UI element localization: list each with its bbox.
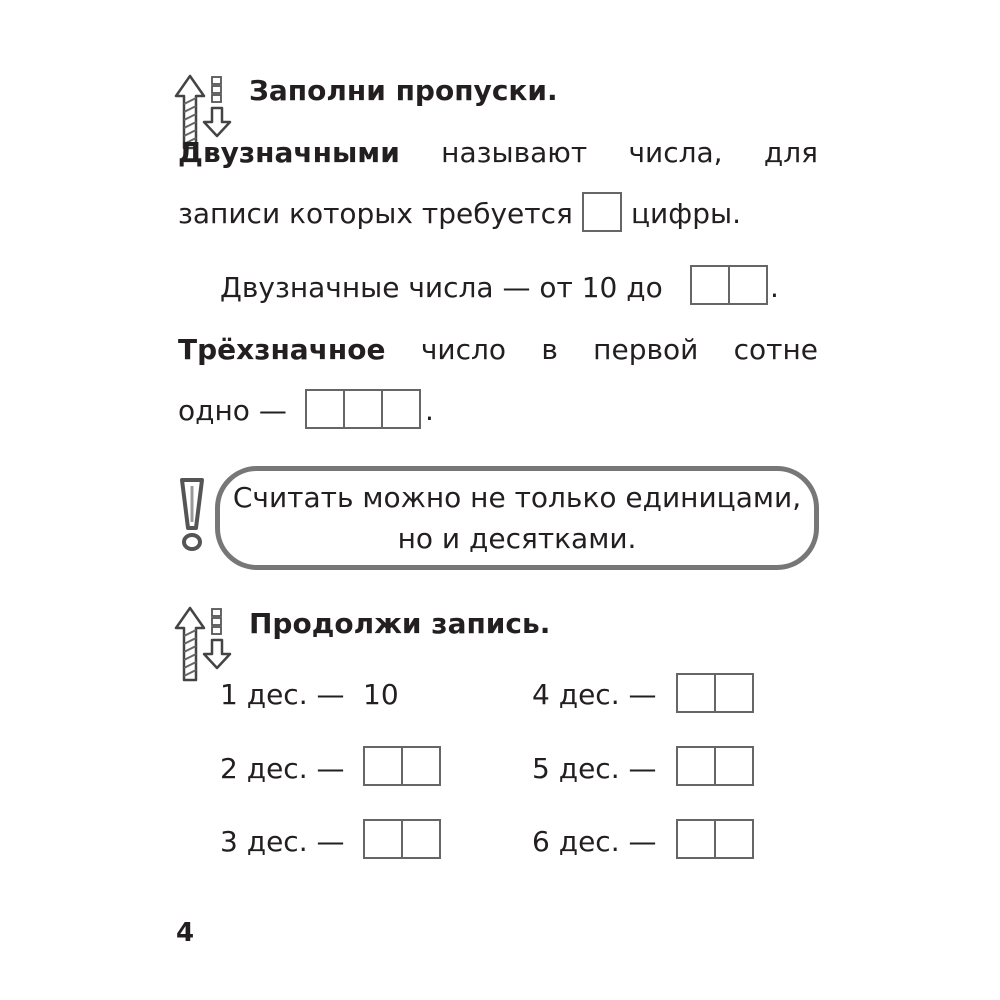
answer-box-2-tens[interactable] — [363, 746, 441, 786]
answer-cell[interactable] — [676, 746, 716, 786]
item-label: 4 дес. — — [532, 678, 657, 711]
item-label: 1 дес. — — [220, 678, 345, 711]
term-three-digit: Трёхзначное — [178, 333, 386, 366]
term-two-digit: Двузначными — [178, 136, 400, 169]
answer-cell[interactable] — [676, 819, 716, 859]
answer-cell[interactable] — [582, 192, 622, 232]
answer-cell[interactable] — [714, 673, 754, 713]
callout-line2: но и десятками. — [397, 522, 637, 555]
task1-line3-end: . — [770, 271, 779, 304]
item-label: 3 дес. — — [220, 825, 345, 858]
task1-paragraph-line4 — [178, 333, 818, 366]
answer-cell[interactable] — [363, 746, 403, 786]
answer-cell[interactable] — [690, 265, 730, 305]
answer-cell[interactable] — [714, 819, 754, 859]
page-number: 4 — [176, 918, 195, 948]
task1-line1-rest: называют числа, для — [399, 136, 818, 169]
item-label: 6 дес. — — [532, 825, 657, 858]
callout-line1: Считать можно не только единицами, — [232, 481, 802, 514]
task1-line5-end: . — [425, 394, 434, 427]
task1-line2-start: записи которых требуется — [178, 197, 573, 230]
rule-callout — [215, 466, 819, 570]
task1-line5-start: одно — — [178, 394, 287, 427]
task1-line2-end: цифры. — [631, 197, 741, 230]
answer-box-three-digit[interactable] — [305, 389, 421, 429]
answer-cell[interactable] — [676, 673, 716, 713]
answer-cell[interactable] — [714, 746, 754, 786]
answer-cell[interactable] — [728, 265, 768, 305]
task1-paragraph-line1 — [178, 136, 818, 169]
answer-box-5-tens[interactable] — [676, 746, 754, 786]
answer-box-max-two-digit[interactable] — [690, 265, 768, 305]
task1-line3-start: Двузначные числа — от 10 до — [220, 271, 663, 304]
item-value: 10 — [363, 678, 399, 711]
answer-box-4-tens[interactable] — [676, 673, 754, 713]
task2-title: Продолжи запись. — [249, 607, 551, 640]
answer-box-6-tens[interactable] — [676, 819, 754, 859]
answer-box-digits-count[interactable] — [582, 192, 622, 232]
answer-cell[interactable] — [401, 746, 441, 786]
answer-cell[interactable] — [401, 819, 441, 859]
task1-title: Заполни пропуски. — [249, 74, 558, 107]
item-label: 2 дес. — — [220, 752, 345, 785]
answer-cell[interactable] — [381, 389, 421, 429]
answer-box-3-tens[interactable] — [363, 819, 441, 859]
answer-cell[interactable] — [363, 819, 403, 859]
item-label: 5 дес. — — [532, 752, 657, 785]
answer-cell[interactable] — [343, 389, 383, 429]
task1-line4-rest: число в первой сотне — [385, 333, 818, 366]
answer-cell[interactable] — [305, 389, 345, 429]
exclamation-icon — [172, 476, 212, 556]
